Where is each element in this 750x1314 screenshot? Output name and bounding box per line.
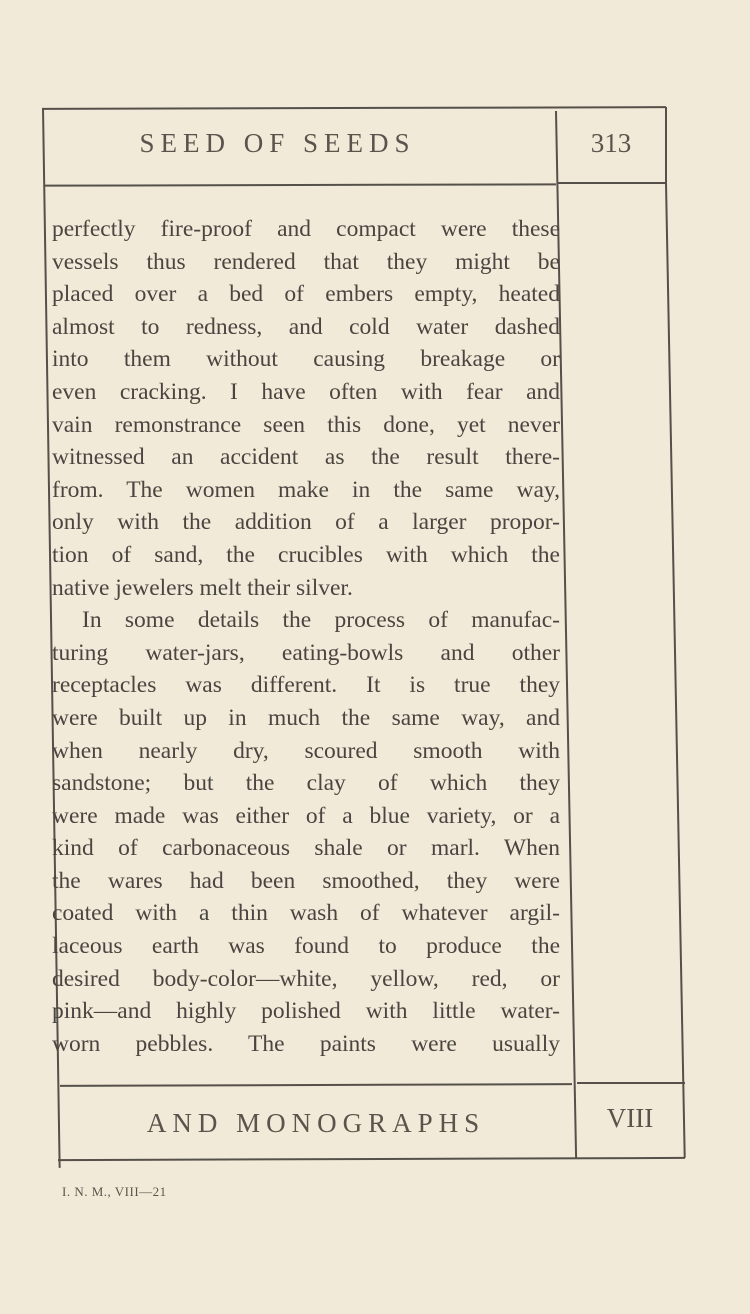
text-line: the wares had been smoothed, they were <box>52 867 560 894</box>
text-line: witnessed an accident as the result there- <box>52 444 560 471</box>
footer-divider-right <box>577 1082 685 1084</box>
footer-divider <box>60 1083 572 1087</box>
text-line: coated with a thin wash of whatever argil- <box>52 900 560 927</box>
text-line: desired body-color—white, yellow, red, or <box>52 965 560 992</box>
text-line: into them without causing breakage or <box>52 346 560 373</box>
body-text <box>52 213 560 1060</box>
header-divider <box>44 183 556 186</box>
text-line: turing water-jars, eating-bowls and other <box>52 639 560 666</box>
text-line: receptacles was different. It is true they <box>52 672 560 699</box>
text-line: when nearly dry, scoured smooth with <box>52 737 560 764</box>
text-line: were made was either of a blue variety, or a <box>52 802 560 829</box>
text-line: In some details the process of manufac- <box>82 607 560 634</box>
text-line: from. The women make in the same way, <box>52 476 560 503</box>
text-line: sandstone; but the clay of which they <box>52 770 560 797</box>
text-line: kind of carbonaceous shale or marl. When <box>52 835 560 862</box>
text-line: perfectly fire-proof and compact were these <box>52 216 560 242</box>
text-line: native jewelers melt their silver. <box>52 574 353 601</box>
page-number: 313 <box>590 128 632 158</box>
text-line: vessels thus rendered that they might be <box>52 248 560 275</box>
frame-top-border <box>42 106 666 110</box>
frame-bottom-border <box>58 1157 685 1161</box>
text-line: were built up in much the same way, and <box>52 704 560 731</box>
series-title: AND MONOGRAPHS <box>146 1108 486 1138</box>
text-line: placed over a bed of embers empty, heated <box>52 281 560 308</box>
text-line: laceous earth was found to produce the <box>52 933 560 960</box>
volume-number: VIII <box>606 1103 654 1133</box>
running-title: SEED OF SEEDS <box>139 128 416 158</box>
text-line: almost to redness, and cold water dashed <box>52 313 560 340</box>
frame-right-border-lower <box>665 183 686 1158</box>
signature-mark: I. N. M., VIII—21 <box>62 1184 167 1199</box>
text-line: only with the addition of a larger propor- <box>52 509 560 536</box>
text-line: vain remonstrance seen this done, yet never <box>52 411 560 438</box>
text-line: tion of sand, the crucibles with which the <box>52 541 560 568</box>
text-line: pink—and highly polished with little water- <box>52 998 560 1025</box>
text-line: even cracking. I have often with fear and <box>52 378 560 405</box>
header-divider-right <box>557 182 665 184</box>
frame-right-border <box>665 107 667 185</box>
text-line: worn pebbles. The paints were usually <box>52 1030 560 1057</box>
